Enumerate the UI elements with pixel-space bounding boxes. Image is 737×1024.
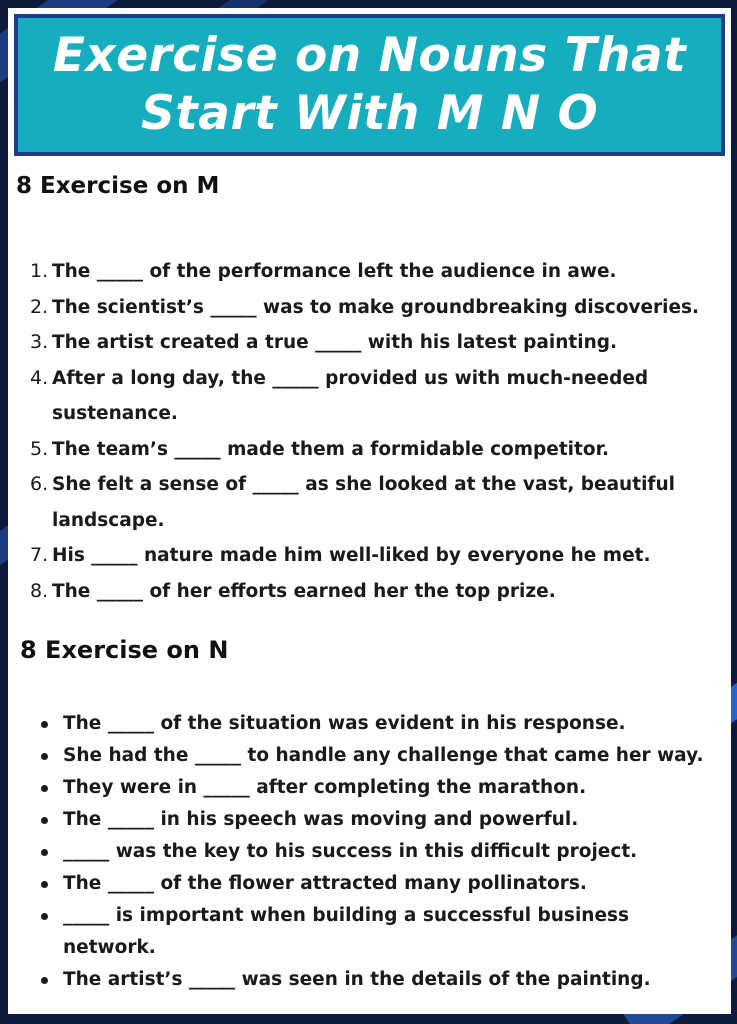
item-text: The _____ of the flower attracted many pollinators.	[63, 873, 587, 894]
exercise-item	[38, 836, 728, 868]
exercise-item	[30, 574, 720, 610]
item-text: She felt a sense of _____ as she looked at the vast, beautiful landscape.	[52, 474, 675, 531]
item-text: _____ was the key to his success in this difficult project.	[63, 841, 638, 862]
exercise-item	[30, 325, 720, 361]
item-text: The _____ of her efforts earned her the top prize.	[52, 580, 556, 602]
bullet-icon	[41, 721, 48, 728]
item-text: His _____ nature made him well-liked by everyone he met.	[52, 545, 651, 566]
item-number: 8.	[30, 579, 49, 602]
item-text: They were in _____ after completing the marathon.	[63, 777, 587, 798]
exercise-item	[30, 432, 720, 468]
exercise-item	[38, 900, 728, 964]
item-number: 6.	[30, 473, 49, 495]
item-number: 4.	[30, 366, 49, 389]
item-text: She had the _____ to handle any challenge that came her way.	[63, 745, 704, 766]
worksheet-card	[8, 8, 731, 1014]
item-text: After a long day, the _____ provided us with much-needed sustenance.	[52, 367, 649, 424]
exercise-item	[30, 538, 720, 574]
exercise-item	[38, 868, 728, 900]
exercise-item	[30, 254, 720, 290]
exercise-item	[38, 708, 728, 740]
exercise-item	[30, 290, 720, 326]
item-text: The team’s _____ made them a formidable competitor.	[52, 438, 610, 460]
bullet-icon	[41, 817, 48, 824]
item-text: The artist created a true _____ with his latest painting.	[52, 332, 618, 353]
page-title: Exercise on Nouns That Start With M N O	[52, 28, 687, 141]
item-text: The artist’s _____ was seen in the details of the painting.	[63, 969, 651, 990]
exercise-list-n	[38, 708, 728, 996]
bullet-icon	[41, 977, 48, 984]
item-number: 1.	[30, 260, 49, 282]
exercise-list-m	[30, 254, 720, 609]
section-heading-m: 8 Exercise on M	[16, 173, 220, 199]
section-heading-n: 8 Exercise on N	[20, 636, 229, 664]
bullet-icon	[41, 753, 48, 760]
exercise-item	[30, 361, 720, 432]
item-number: 7.	[30, 544, 49, 566]
bullet-icon	[41, 849, 48, 856]
item-number: 2.	[30, 295, 49, 318]
exercise-item	[38, 964, 728, 996]
exercise-item	[38, 804, 728, 836]
exercise-item	[38, 772, 728, 804]
title-banner	[14, 14, 725, 156]
exercise-item	[38, 740, 728, 772]
bullet-icon	[41, 785, 48, 792]
item-text: The _____ in his speech was moving and powerful.	[63, 809, 579, 830]
item-number: 3.	[30, 331, 49, 353]
item-text: The _____ of the performance left the audience in awe.	[52, 261, 617, 282]
exercise-item	[30, 467, 720, 538]
item-text: _____ is important when building a successful business network.	[63, 905, 630, 958]
item-text: The _____ of the situation was evident in his response.	[63, 713, 626, 734]
bullet-icon	[41, 913, 48, 920]
item-text: The scientist’s _____ was to make groundbreaking discoveries.	[52, 296, 700, 318]
item-number: 5.	[30, 437, 49, 460]
bullet-icon	[41, 881, 48, 888]
